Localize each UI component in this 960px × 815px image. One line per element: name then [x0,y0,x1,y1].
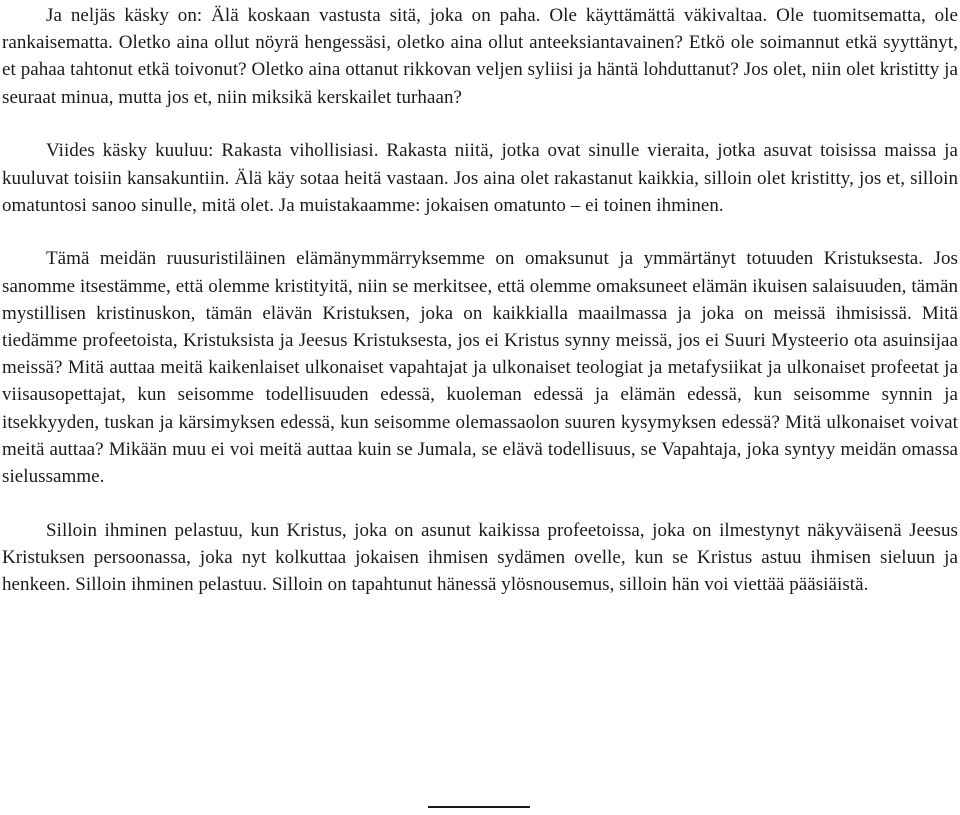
paragraph-salvation: Silloin ihminen pelastuu, kun Kristus, joka on asunut kaikissa profeetoissa, joka on ilmestynyt näkyväisenä Jeesus Kristuksen persoonassa, joka nyt kolkuttaa jokaisen ihmisen sydämen ovelle, kun se Kristus astuu ihmisen sieluun ja henkeen. Silloin ihminen pelastuu. Silloin on tapahtunut hänessä ylösnousemus, silloin hän voi viettää pääsiäistä. [2,519,958,596]
paragraph-fifth-commandment: Viides käsky kuuluu: Rakasta vihollisiasi. Rakasta niitä, jotka ovat sinulle vieraita, jotka asuvat toisissa maissa ja kuuluvat toisiin kansakuntiin. Älä käy sotaa heitä vastaan. Jos aina olet rakastanut kaikkia, silloin olet kristitty, jos et, silloin omatuntosi sanoo sinulle, mitä olet. Ja muistakaamme: jokaisen omatunto – ei toinen ihminen. [2,140,958,216]
footer-divider [428,806,530,808]
paragraph-rosicrucian-understanding: Tämä meidän ruusuristiläinen elämänymmärryksemme on omaksunut ja ymmärtänyt totuuden Kristuksesta. Jos sanomme itsestämme, että olemme kristityitä, niin se merkitsee, että olemme omaksuneet elämän ikuisen salaisuuden, tämän mystillisen kristinuskon, tämän elävän Kristuksen, joka on kaikkialla maailmassa ja joka on meissä ihmisissä. Mitä tiedämme profeetoista, Kristuksista ja Jeesus Kristuksesta, jos ei Kristus synny meissä, jos ei Suuri Mysteerio ota asuinsijaa meissä? Mitä auttaa meitä kaikenlaiset ulkonaiset vapahtajat ja ulkonaiset teologiat ja metafysiikat ja ulkonaiset profeetat ja viisausopettajat, kun seisomme todellisuuden edessä, kuoleman edessä ja elämän edessä, kun seisomme synnin ja itsekkyyden, tuskan ja kärsimyksen edessä, kun seisomme olemassaolon suuren kysymyksen edessä? Mitä ulkonaiset voivat meitä auttaa? Mikään muu ei voi meitä auttaa kuin se Jumala, se elävä todellisuus, se Vapahtaja, joka syntyy meidän omassa sielussamme. [2,248,958,488]
paragraph-fourth-commandment: Ja neljäs käsky on: Älä koskaan vastusta sitä, joka on paha. Ole käyttämättä väkivaltaa. Ole tuomitsematta, ole rankaisematta. Oletko aina ollut nöyrä hengessäsi, oletko aina ollut anteeksiantavainen? Etkö ole soimannut etkä syyttänyt, et pahaa tahtonut etkä toivonut? Oletko aina ottanut rikkovan veljen syliisi ja häntä lohduttanut? Jos olet, niin olet kristitty ja seuraat minua, mutta jos et, niin miksikä kerskailet turhaan? [2,5,958,108]
document-page [2,2,958,598]
